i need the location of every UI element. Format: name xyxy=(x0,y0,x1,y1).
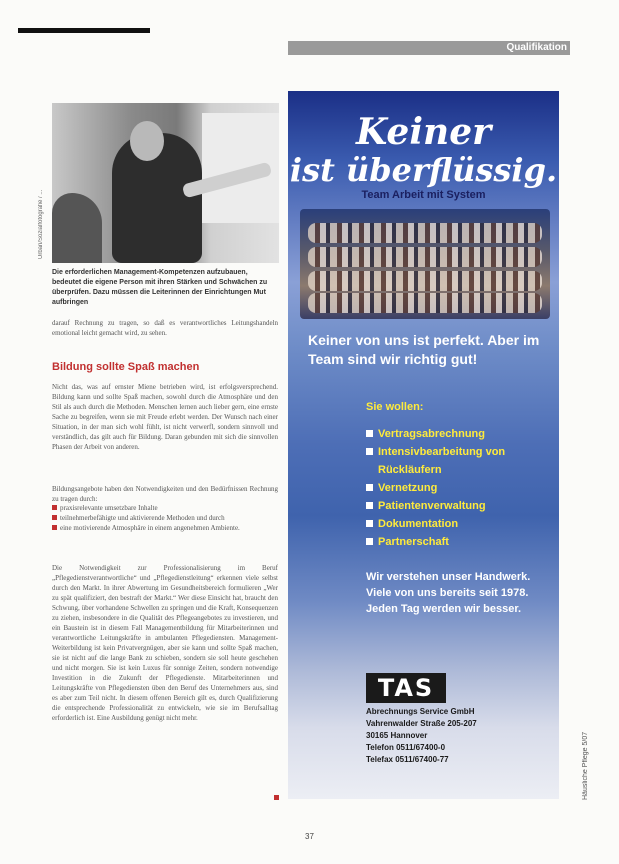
company-name: Abrechnungs Service GmbH xyxy=(366,707,475,716)
article-heading: Bildung sollte Spaß machen xyxy=(52,361,200,373)
ad-title-line2: ist überflüssig. xyxy=(289,151,558,189)
advertisement xyxy=(288,91,559,799)
page-number: 37 xyxy=(305,832,314,841)
article-paragraph-4: Die Notwendigkeit zur Professionalisierung im Beruf „Pflegedienstverantwortliche“ und „Pflegedienstleitung“ erkennen viele selbst durch den Markt. In ihrer Abwertung im Gesundheitsbereich formulieren „Wer zu spät qualifiziert, den bestraft der Markt.“ Wer diese Einsicht hat, braucht den Schwung, über vorhandene Schwellen zu springen und die Kraft, Konsequenzen zu ziehen, insbesondere in die Qualität des Pflegeangebotes zu investieren, und ein Baustein ist in diesem Fall Managementbildung für Mitarbeiterinnen und verantwortliche Leitungskräfte in ambulanten Pflegediensten. Management-Weiterbildung ist kein Privatvergnügen, aber sie kann und sollte Spaß machen, sie ist nicht auf die lange Bank zu schieben, sondern sie soll heute geschehen und nicht morgen. Sie ist kein Luxus für sonnige Zeiten, sondern notwendige Investition in die Zukunft der Pflegedienste. Mitarbeiterinnen und Leitungskräfte von Pflegediensten üben den Beruf des Unternehmers aus, sind es aber zum Teil nicht. In diesem offenen Bereich gilt es, durch Qualifizierung die entsprechende Professionalität zu entwickeln, wie sie im Berufsalltag erforderlich ist. Eine Ausbildung genügt nicht mehr. xyxy=(52,564,278,722)
tas-logo: TAS xyxy=(366,673,446,703)
team-row xyxy=(308,271,542,291)
service-item: Dokumentation xyxy=(366,515,551,533)
photo-credit: Urban/Sozialfotografie / ... xyxy=(38,189,44,259)
list-item: praxisrelevante umsetzbare Inhalte xyxy=(52,503,278,513)
ad-service-list xyxy=(366,425,551,551)
service-item: Patientenverwaltung xyxy=(366,497,551,515)
service-item: Intensivbearbeitung von Rückläufern xyxy=(366,443,551,479)
section-label: Qualifikation xyxy=(506,42,567,53)
service-item: Vertragsabrechnung xyxy=(366,425,551,443)
person-head xyxy=(130,121,164,161)
team-row xyxy=(308,223,542,243)
top-rule xyxy=(18,28,150,33)
team-row xyxy=(308,293,542,313)
ad-claim: Wir verstehen unser Handwerk. Viele von uns bereits seit 1978. Jeden Tag werden wir besser. xyxy=(366,571,531,615)
ad-wollen-label: Sie wollen: xyxy=(366,401,424,413)
article-photo xyxy=(52,103,279,263)
article-list xyxy=(52,503,278,533)
photo-caption: Die erforderlichen Management-Kompetenzen aufzubauen, bedeutet die eigene Person mit ihren Stärken und Schwächen zu überprüfen. Dazu müssen die Leiterinnen der Einrichtungen Mut aufbringen xyxy=(52,269,268,306)
team-photo xyxy=(300,209,550,319)
company-fax: Telefax 0511/67400-77 xyxy=(366,755,449,764)
ad-slogan: Keiner von uns ist perfekt. Aber im Team sind wir richtig gut! xyxy=(308,332,540,367)
service-item: Partnerschaft xyxy=(366,533,551,551)
article-paragraph-2: Nicht das, was auf ernster Miene betrieben wird, ist erfolgsversprechend. Bildung kann und sollte Spaß machen, sowohl durch die Atmosphäre und den Stil als auch durch die Methoden. Menschen lernen auch lieber gern, eine ernste Sache zu begreifen, wenn sie mit Freude erlebt werden. Der Wunsch nach einer Situation, in der man sich wohl fühlt, ist nicht verwerfl, sondern sinnvoll und verständlich, das gilt auch für Bildung. Daran gebunden mit sich die sinnvollen Phasen der Arbeit von anderen. xyxy=(52,383,278,451)
article-end-mark xyxy=(274,795,279,800)
company-phone: Telefon 0511/67400-0 xyxy=(366,743,446,752)
ad-address xyxy=(366,706,551,766)
article-paragraph-3: Bildungsangebote haben den Notwendigkeiten und den Bedürfnissen Rechnung zu tragen durch: xyxy=(52,485,278,503)
article-paragraph-1: darauf Rechnung zu tragen, so daß es verantwortliches Leitungshandeln emotional leicht gemacht wird, zu sehen. xyxy=(52,319,278,337)
team-row xyxy=(308,247,542,267)
company-street: Vahrenwalder Straße 205-207 xyxy=(366,719,477,728)
list-item: eine motivierende Atmosphäre in einem angenehmen Ambiente. xyxy=(52,523,278,533)
company-city: 30165 Hannover xyxy=(366,731,428,740)
ad-title-line1: Keiner xyxy=(355,111,492,153)
publication-side-label: Häusliche Pflege 5/07 xyxy=(582,731,589,800)
plant-shape xyxy=(52,193,102,263)
ad-team-tagline: Team Arbeit mit System xyxy=(361,189,486,201)
list-item: teilnehmerbefähigte und aktivierende Methoden und durch xyxy=(52,513,278,523)
service-item: Vernetzung xyxy=(366,479,551,497)
